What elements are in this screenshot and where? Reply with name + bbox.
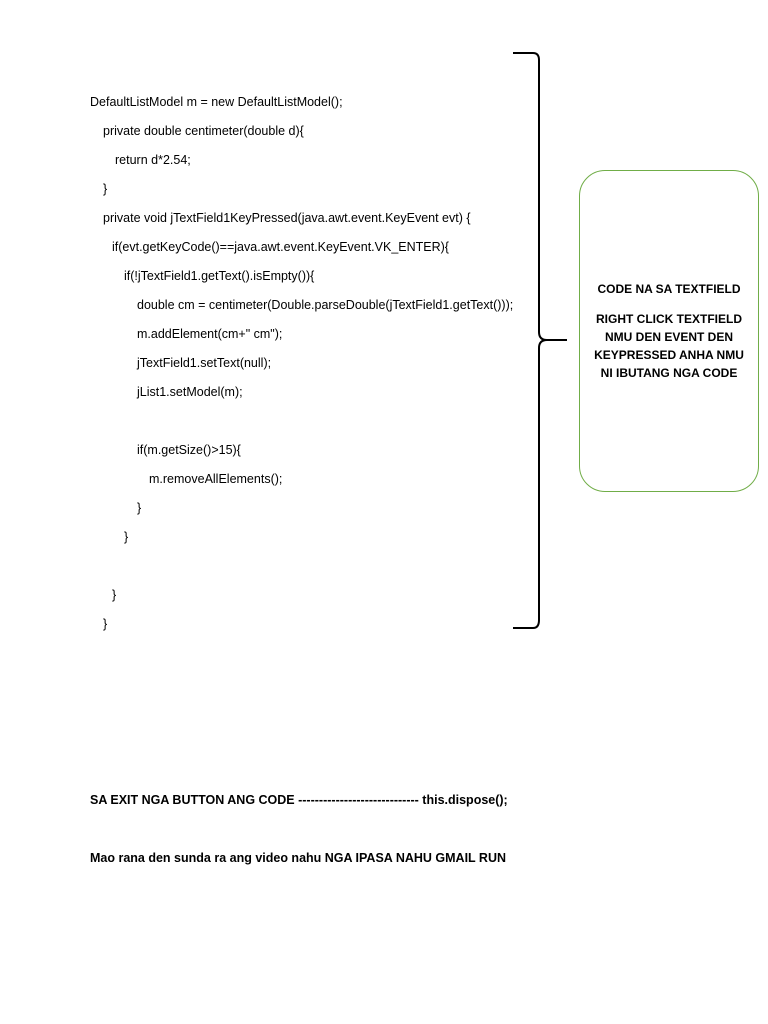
exit-button-instruction: SA EXIT NGA BUTTON ANG CODE ----------------------------- this.dispose(); xyxy=(90,793,508,807)
code-line: double cm = centimeter(Double.parseDouble(jTextField1.getText())); xyxy=(137,298,514,312)
code-line: } xyxy=(103,617,108,631)
callout-body: RIGHT CLICK TEXTFIELD NMU DEN EVENT DEN KEYPRESSED ANHA NMU NI IBUTANG NGA CODE xyxy=(594,312,744,380)
callout-title: CODE NA SA TEXTFIELD xyxy=(597,282,741,296)
code-line: } xyxy=(137,501,142,515)
code-line: if(evt.getKeyCode()==java.awt.event.KeyEvent.VK_ENTER){ xyxy=(112,240,449,254)
code-line: jList1.setModel(m); xyxy=(137,385,243,399)
code-line: m.removeAllElements(); xyxy=(149,472,283,486)
code-line: } xyxy=(124,530,129,544)
code-line: } xyxy=(103,182,108,196)
code-line: } xyxy=(112,588,117,602)
code-line: m.addElement(cm+" cm"); xyxy=(137,327,283,341)
closing-note: Mao rana den sunda ra ang video nahu NGA IPASA NAHU GMAIL RUN xyxy=(90,851,507,865)
code-line: return d*2.54; xyxy=(115,153,191,167)
code-line: private void jTextField1KeyPressed(java.awt.event.KeyEvent evt) { xyxy=(103,211,471,225)
code-line: if(m.getSize()>15){ xyxy=(137,443,241,457)
instruction-callout xyxy=(579,170,759,492)
code-line: if(!jTextField1.getText().isEmpty()){ xyxy=(124,269,315,283)
curly-brace-icon xyxy=(505,48,575,634)
code-line: private double centimeter(double d){ xyxy=(103,124,304,138)
code-line: DefaultListModel m = new DefaultListModel(); xyxy=(90,95,343,109)
code-line: jTextField1.setText(null); xyxy=(137,356,272,370)
